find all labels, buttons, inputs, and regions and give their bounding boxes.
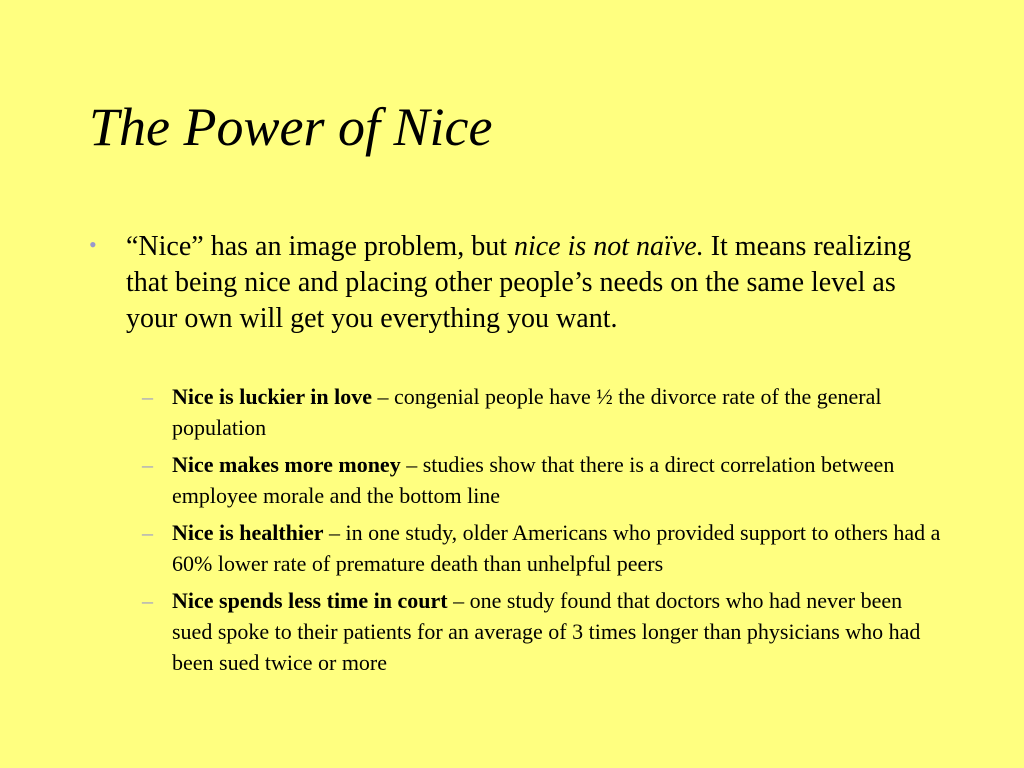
sub-bullet-item <box>142 517 942 579</box>
dash-icon: – <box>142 384 153 409</box>
dash-icon: – <box>142 588 153 613</box>
sub-bullet-rest: – studies show that there is a direct correlation between employee morale and the bottom line <box>172 452 895 508</box>
sub-bullet-lead: Nice spends less time in court <box>172 588 448 613</box>
dash-icon: – <box>142 452 153 477</box>
sub-bullet-rest: – congenial people have ½ the divorce rate of the general population <box>172 384 882 440</box>
slide-title: The Power of Nice <box>89 97 493 157</box>
sub-bullet-item <box>142 381 942 443</box>
main-bullet-part1: “Nice” has an image problem, but <box>126 231 514 262</box>
main-bullet-emphasis: nice is not naïve. <box>513 231 704 262</box>
sub-bullet-item <box>142 449 942 511</box>
dash-icon: – <box>142 520 153 545</box>
main-bullet-part2: It means realizing that being nice and placing other people’s needs on the same level as your own will get you everything you want. <box>126 231 912 334</box>
main-bullet-text <box>126 229 926 337</box>
sub-bullet-rest: – one study found that doctors who had never been sued spoke to their patients for an average of 3 times longer than physicians who had been sued twice or more <box>172 588 921 675</box>
sub-bullet-item <box>142 585 942 678</box>
bullet-dot-icon: • <box>89 232 97 257</box>
sub-bullet-lead: Nice makes more money <box>172 452 401 477</box>
sub-bullet-lead: Nice is luckier in love <box>172 384 373 409</box>
main-bullet <box>89 229 939 337</box>
sub-bullet-list <box>142 381 942 684</box>
sub-bullet-lead: Nice is healthier <box>172 520 324 545</box>
sub-bullet-rest: – in one study, older Americans who provided support to others had a 60% lower rate of premature death than unhelpful peers <box>172 520 941 576</box>
